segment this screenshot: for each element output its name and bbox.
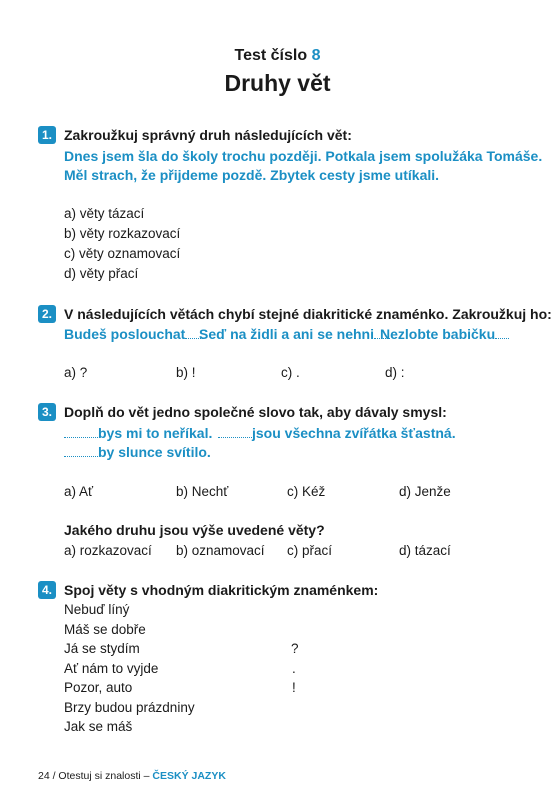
question-1-number: 1. <box>38 126 56 144</box>
question-1-option-d[interactable]: d) věty přací <box>64 266 139 281</box>
question-1-option-c[interactable]: c) věty oznamovací <box>64 246 181 261</box>
question-3-blank-2 <box>218 428 252 438</box>
question-4-sentence[interactable]: Máš se dobře <box>64 622 146 637</box>
question-3-sentence-1-text: bys mi to neříkal. <box>98 425 213 441</box>
question-2-sentence-2 <box>199 326 390 342</box>
question-3-sentence-3 <box>64 444 211 460</box>
question-2-option-d[interactable]: d) : <box>385 365 405 380</box>
question-4-sentence[interactable]: Já se stydím <box>64 641 140 656</box>
test-label <box>0 47 555 65</box>
question-4-mark-exclamation[interactable]: ! <box>292 680 296 695</box>
question-3-instruction: Doplň do vět jedno společné slovo tak, aby dávaly smysl: <box>64 404 447 420</box>
question-4-sentence[interactable]: Ať nám to vyjde <box>64 661 159 676</box>
question-4-instruction: Spoj věty s vhodným diakritickým znaménkem: <box>64 582 379 598</box>
question-3-sub-option-c[interactable]: c) přací <box>287 543 333 558</box>
question-3-sub-option-a[interactable]: a) rozkazovací <box>64 543 152 558</box>
question-3-option-d[interactable]: d) Jenže <box>399 484 451 499</box>
question-2-sentence-3 <box>380 326 509 342</box>
footer-subject: ČESKÝ JAZYK <box>152 770 226 782</box>
footer-page-text: 24 / Otestuj si znalosti – <box>38 770 150 782</box>
question-3-sentence-1 <box>64 425 212 441</box>
question-1-option-b[interactable]: b) věty rozkazovací <box>64 226 181 241</box>
question-3-option-a[interactable]: a) Ať <box>64 484 94 499</box>
test-label-prefix: Test číslo <box>234 47 308 64</box>
page-title: Druhy vět <box>224 70 331 96</box>
question-4-sentence[interactable]: Pozor, auto <box>64 680 133 695</box>
question-1-instruction: Zakroužkuj správný druh následujících vět: <box>64 127 352 143</box>
question-4-sentence[interactable]: Brzy budou prázdniny <box>64 700 195 715</box>
question-3-sentence-3-text: by slunce svítilo. <box>98 444 211 460</box>
question-3-number: 3. <box>38 403 56 421</box>
question-3-sentence-2-text: jsou všechna zvířátka šťastná. <box>252 425 456 441</box>
question-3-option-b[interactable]: b) Nechť <box>176 484 229 499</box>
question-2-blank-3 <box>495 329 509 339</box>
question-1-text-line-2: Měl strach, že přijdeme pozdě. Zbytek cesty jsme utíkali. <box>64 167 440 183</box>
question-4-mark-question[interactable]: ? <box>291 641 299 656</box>
question-2-sentence-2-text: Seď na židli a ani se nehni <box>199 326 374 342</box>
test-number: 8 <box>311 47 321 64</box>
question-2-option-b[interactable]: b) ! <box>176 365 196 380</box>
question-3-blank-1 <box>64 428 98 438</box>
question-2-number: 2. <box>38 305 56 323</box>
question-3-sub-option-d[interactable]: d) tázací <box>399 543 451 558</box>
footer <box>38 770 226 782</box>
question-4-sentence[interactable]: Jak se máš <box>64 719 133 734</box>
question-2-sentence-3-text: Nezlobte babičku <box>380 326 496 342</box>
question-3-option-c[interactable]: c) Kéž <box>287 484 326 499</box>
question-3-sub-option-b[interactable]: b) oznamovací <box>176 543 265 558</box>
question-3-sub-question: Jakého druhu jsou výše uvedené věty? <box>64 522 325 538</box>
question-2-instruction: V následujících větách chybí stejné diakritické znaménko. Zakroužkuj ho: <box>64 306 552 322</box>
question-2-sentence-1-text: Budeš poslouchat <box>64 326 186 342</box>
question-3-sentence-2 <box>218 425 456 441</box>
question-4-number: 4. <box>38 581 56 599</box>
question-4-mark-period[interactable]: . <box>292 661 296 676</box>
question-4-sentence[interactable]: Nebuď líný <box>64 602 130 617</box>
question-1-text-line-1: Dnes jsem šla do školy trochu později. Potkala jsem spolužáka Tomáše. <box>64 148 543 164</box>
question-2-option-c[interactable]: c) . <box>281 365 300 380</box>
question-1-option-a[interactable]: a) věty tázací <box>64 206 145 221</box>
question-3-blank-3 <box>64 447 98 457</box>
question-2-option-a[interactable]: a) ? <box>64 365 88 380</box>
question-2-sentence-1 <box>64 326 203 342</box>
